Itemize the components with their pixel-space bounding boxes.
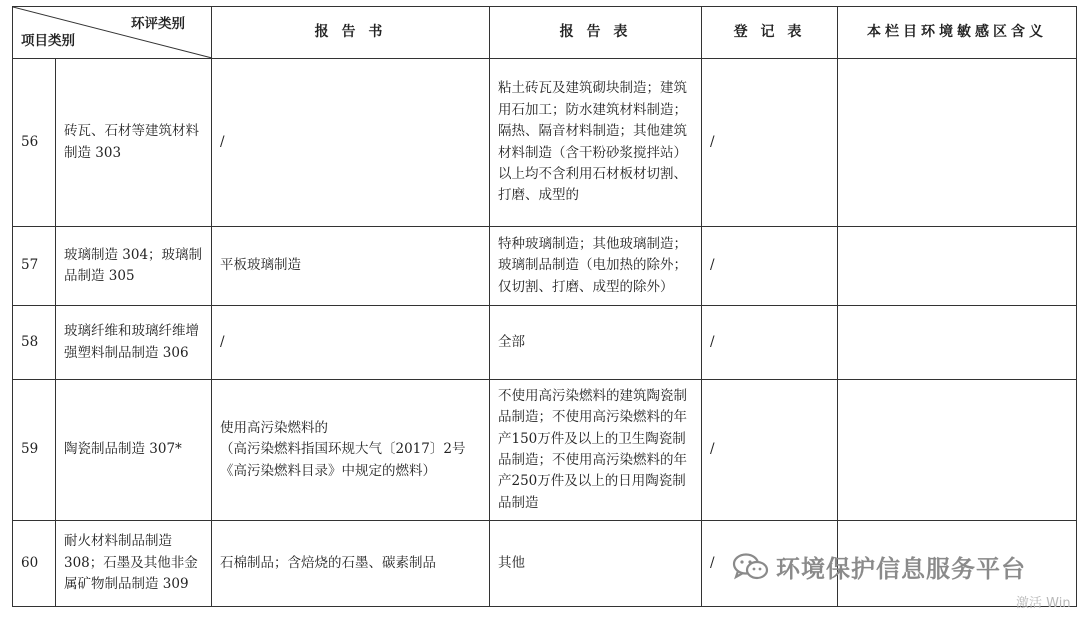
register-form-cell: / [702,227,838,306]
table-row [13,227,1077,306]
project-category-cell: 耐火材料制品制造 308；石墨及其他非金属矿物制品制造 309 [56,521,212,607]
watermark-text: 环境保护信息服务平台 [776,555,1026,583]
report-form-cell: 特种玻璃制造；其他玻璃制造；玻璃制品制造（电加热的除外；仅切割、打磨、成型的除外） [490,227,702,306]
report-form-header: 报 告 表 [490,7,702,59]
project-category-cell: 砖瓦、石材等建筑材料制造 303 [56,59,212,227]
report-form-cell: 全部 [490,306,702,380]
sensitive-area-cell [838,306,1077,380]
project-category-label: 项目类别 [21,32,75,49]
table-row [13,59,1077,227]
report-book-header: 报 告 书 [212,7,490,59]
register-form-cell: / [702,306,838,380]
report-book-cell: 石棉制品；含焙烧的石墨、碳素制品 [212,521,490,607]
report-form-cell: 不使用高污染燃料的建筑陶瓷制品制造；不使用高污染燃料的年产150万件及以上的卫生陶瓷制品制造；不使用高污染燃料的年产250万件及以上的日用陶瓷制品制造 [490,380,702,521]
register-form-cell: / [702,521,838,607]
wechat-icon [732,552,770,582]
report-book-cell: 使用高污染燃料的 （高污染燃料指国环规大气〔2017〕2号《高污染燃料目录》中规定的燃料） [212,380,490,521]
report-form-cell: 其他 [490,521,702,607]
table-row [13,306,1077,380]
project-category-cell: 玻璃制造 304；玻璃制品制造 305 [56,227,212,306]
report-form-cell: 粘土砖瓦及建筑砌块制造；建筑用石加工；防水建筑材料制造；隔热、隔音材料制造；其他建筑材料制造（含干粉砂浆搅拌站） 以上均不含利用石材板材切割、打磨、成型的 [490,59,702,227]
row-number: 56 [13,59,56,227]
project-category-cell: 玻璃纤维和玻璃纤维增强塑料制品制造 306 [56,306,212,380]
register-form-cell: / [702,380,838,521]
table-row [13,380,1077,521]
report-book-cell: 平板玻璃制造 [212,227,490,306]
table-header-row [13,7,1077,59]
eia-classification-table [12,6,1077,607]
sensitive-area-cell [838,380,1077,521]
register-form-cell: / [702,59,838,227]
sensitive-area-cell [838,227,1077,306]
register-form-header: 登 记 表 [702,7,838,59]
report-book-cell: / [212,306,490,380]
project-category-cell: 陶瓷制品制造 307* [56,380,212,521]
row-number: 57 [13,227,56,306]
row-number: 59 [13,380,56,521]
sensitive-area-cell [838,59,1077,227]
row-number: 58 [13,306,56,380]
report-book-cell: / [212,59,490,227]
sensitive-area-header: 本栏目环境敏感区含义 [838,7,1077,59]
diagonal-header-cell [13,7,212,59]
activate-windows-text: 激活 Win [1016,596,1071,611]
watermark [732,549,1026,584]
row-number: 60 [13,521,56,607]
eia-category-label: 环评类别 [131,16,185,32]
